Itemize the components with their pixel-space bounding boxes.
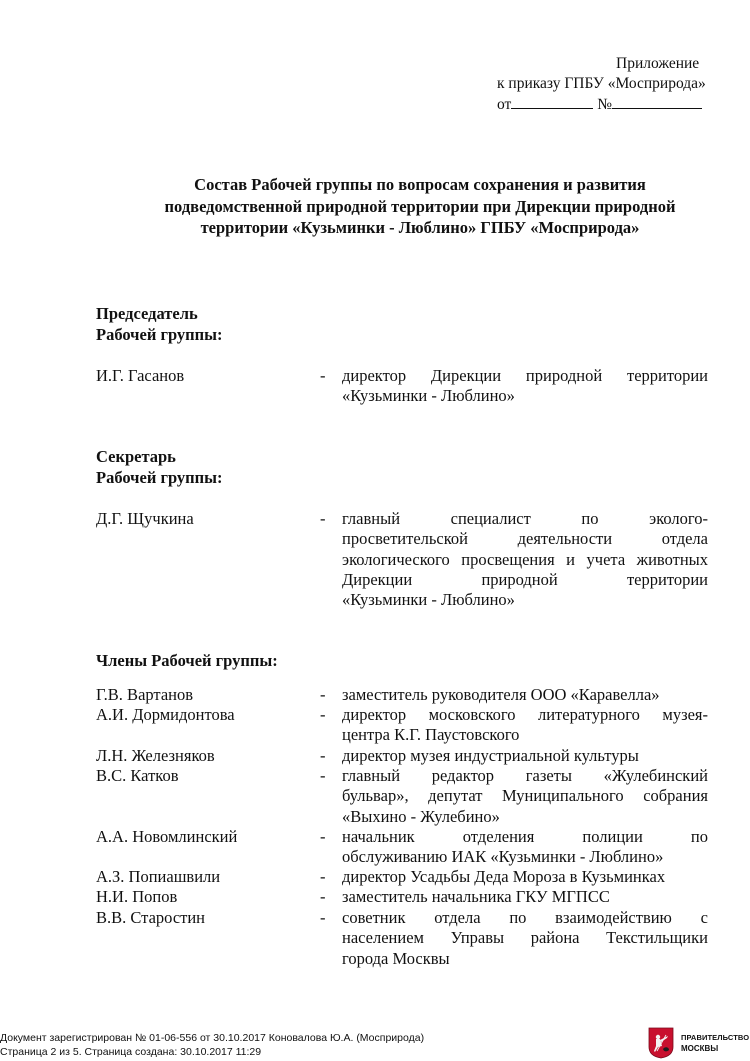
person-name: Л.Н. Железняков [96,746,215,765]
role-description [342,705,708,746]
description-line: города Москвы [342,948,450,968]
moscow-coat-of-arms-icon [648,1027,674,1059]
appendix-title: Приложение [616,55,700,72]
logo-line: МОСКВЫ [681,1044,719,1053]
registration-footer [0,1031,424,1059]
person-name: Г.В. Вартанов [96,685,194,704]
footer-line: Страница 2 из 5. Страница создана: 30.10.2017 11:29 [0,1046,262,1058]
separator-dash: - [320,867,326,886]
document-title [110,174,730,239]
appendix-date-number [497,94,712,115]
description-line: директор музея индустриальной культуры [342,746,639,765]
number-blank [612,94,702,109]
role-description [342,685,708,705]
footer-line: Документ зарегистрирован № 01-06-556 от 30.10.2017 Коновалова Ю.А. (Мосприрода) [0,1032,425,1044]
description-line: «Кузьминки - Люблино» [342,386,515,406]
separator-dash: - [320,827,326,846]
title-line: Состав Рабочей группы по вопросам сохранения и развития [194,175,646,194]
description-line: «Выхино - Жулебино» [342,806,500,826]
description-line: бульвар», депутат Муниципального собрания [342,786,708,806]
heading-line: Рабочей группы: [96,467,223,487]
separator-dash: - [320,685,326,704]
person-name: И.Г. Гасанов [96,366,185,385]
person-name: А.И. Дормидонтова [96,705,235,724]
description-line: главный специалист по эколого- [342,509,708,528]
person-name: Н.И. Попов [96,887,178,906]
description-line: «Кузьминки - Люблино» [342,590,515,610]
title-line: подведомственной природной территории при Дирекции природной [164,196,676,216]
description-line: заместитель руководителя ООО «Каравелла» [342,685,660,704]
person-name: В.В. Старостин [96,908,206,927]
separator-dash: - [320,746,326,765]
date-blank [511,94,593,109]
role-description [342,887,708,907]
separator-dash: - [320,766,326,785]
separator-dash: - [320,887,326,906]
description-line: центра К.Г. Паустовского [342,725,520,745]
heading-line: Рабочей группы: [96,324,223,344]
logo-line: ПРАВИТЕЛЬСТВО [681,1033,750,1042]
person-name: А.А. Новомлинский [96,827,238,846]
secretary-heading [96,447,223,488]
members-heading: Члены Рабочей группы: [96,651,278,670]
role-description [342,908,708,969]
description-line: директор Усадьбы Деда Мороза в Кузьминках [342,867,666,886]
person-name: А.З. Попиашвили [96,867,221,886]
separator-dash: - [320,705,326,724]
role-description [342,746,708,766]
heading-line: Секретарь [96,447,176,466]
description-line: советник отдела по взаимодействию с [342,908,708,927]
role-description [342,867,708,887]
heading-line: Председатель [96,304,198,323]
separator-dash: - [320,366,326,385]
role-description [342,366,708,407]
role-description [342,509,708,610]
role-description [342,766,708,827]
description-line: экологического просвещения и учета животных [342,549,708,569]
person-name: Д.Г. Щучкина [96,509,194,528]
title-line: территории «Кузьминки - Люблино» ГПБУ «Мосприрода» [200,218,640,237]
description-line: населением Управы района Текстильщики [342,928,708,948]
description-line: просветительской деятельности отдела [342,529,708,549]
description-line: директор Дирекции природной территории [342,366,708,385]
logo-text [681,1032,749,1054]
description-line: главный редактор газеты «Жулебинский [342,766,708,785]
role-description [342,827,708,868]
moscow-government-logo [648,1027,750,1061]
date-prefix: от [497,96,512,113]
person-name: В.С. Катков [96,766,179,785]
appendix-block [497,54,712,115]
appendix-order-ref: к приказу ГПБУ «Мосприрода» [497,75,706,92]
description-line: обслуживанию ИАК «Кузьминки - Люблино» [342,847,664,867]
description-line: начальник отделения полиции по [342,827,708,846]
number-prefix: № [597,96,612,113]
separator-dash: - [320,908,326,927]
description-line: директор московского литературного музея- [342,705,708,724]
description-line: Дирекции природной территории [342,569,708,589]
description-line: заместитель начальника ГКУ МГПСС [342,887,610,906]
chairman-heading [96,304,223,345]
separator-dash: - [320,509,326,528]
